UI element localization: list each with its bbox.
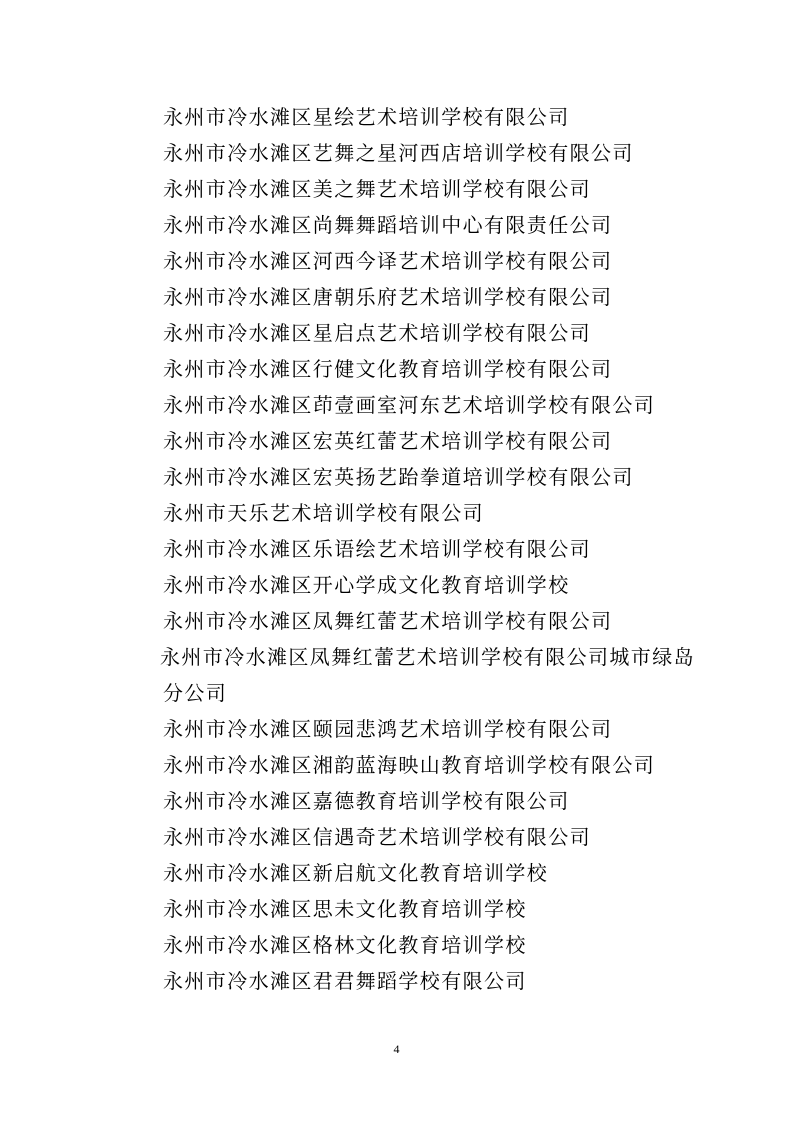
list-item: 永州市冷水滩区湘韵蓝海映山教育培训学校有限公司 [163, 753, 656, 777]
list-item: 永州市冷水滩区新启航文化教育培训学校 [163, 861, 549, 885]
list-item: 永州市冷水滩区星启点艺术培训学校有限公司 [163, 321, 591, 345]
list-item: 永州市冷水滩区河西今译艺术培训学校有限公司 [163, 249, 613, 273]
list-item: 永州市冷水滩区星绘艺术培训学校有限公司 [163, 105, 570, 129]
list-item: 永州市冷水滩区嘉德教育培训学校有限公司 [163, 789, 570, 813]
list-item: 永州市冷水滩区尚舞舞蹈培训中心有限责任公司 [163, 213, 613, 237]
page-number: 4 [393, 1042, 400, 1056]
list-item: 永州市冷水滩区茚壹画室河东艺术培训学校有限公司 [163, 393, 656, 417]
list-item: 永州市冷水滩区思未文化教育培训学校 [163, 897, 527, 921]
list-item: 永州市天乐艺术培训学校有限公司 [163, 501, 484, 525]
list-item: 永州市冷水滩区乐语绘艺术培训学校有限公司 [163, 537, 591, 561]
list-item: 永州市冷水滩区凤舞红蕾艺术培训学校有限公司 [163, 609, 613, 633]
list-item: 永州市冷水滩区艺舞之星河西店培训学校有限公司 [163, 141, 634, 165]
list-item: 永州市冷水滩区宏英扬艺跆拳道培训学校有限公司 [163, 465, 634, 489]
list-item: 永州市冷水滩区唐朝乐府艺术培训学校有限公司 [163, 285, 613, 309]
list-item: 永州市冷水滩区信遇奇艺术培训学校有限公司 [163, 825, 591, 849]
list-item: 永州市冷水滩区颐园悲鸿艺术培训学校有限公司 [163, 717, 613, 741]
list-item: 永州市冷水滩区行健文化教育培训学校有限公司 [163, 357, 613, 381]
list-item: 永州市冷水滩区美之舞艺术培训学校有限公司 [163, 177, 591, 201]
list-item: 永州市冷水滩区君君舞蹈学校有限公司 [163, 969, 527, 993]
list-item: 永州市冷水滩区凤舞红蕾艺术培训学校有限公司城市绿岛分公司 [160, 645, 695, 705]
school-list [160, 99, 723, 999]
list-item: 永州市冷水滩区开心学成文化教育培训学校 [163, 573, 570, 597]
list-item: 永州市冷水滩区格林文化教育培训学校 [163, 933, 527, 957]
list-item: 永州市冷水滩区宏英红蕾艺术培训学校有限公司 [163, 429, 613, 453]
